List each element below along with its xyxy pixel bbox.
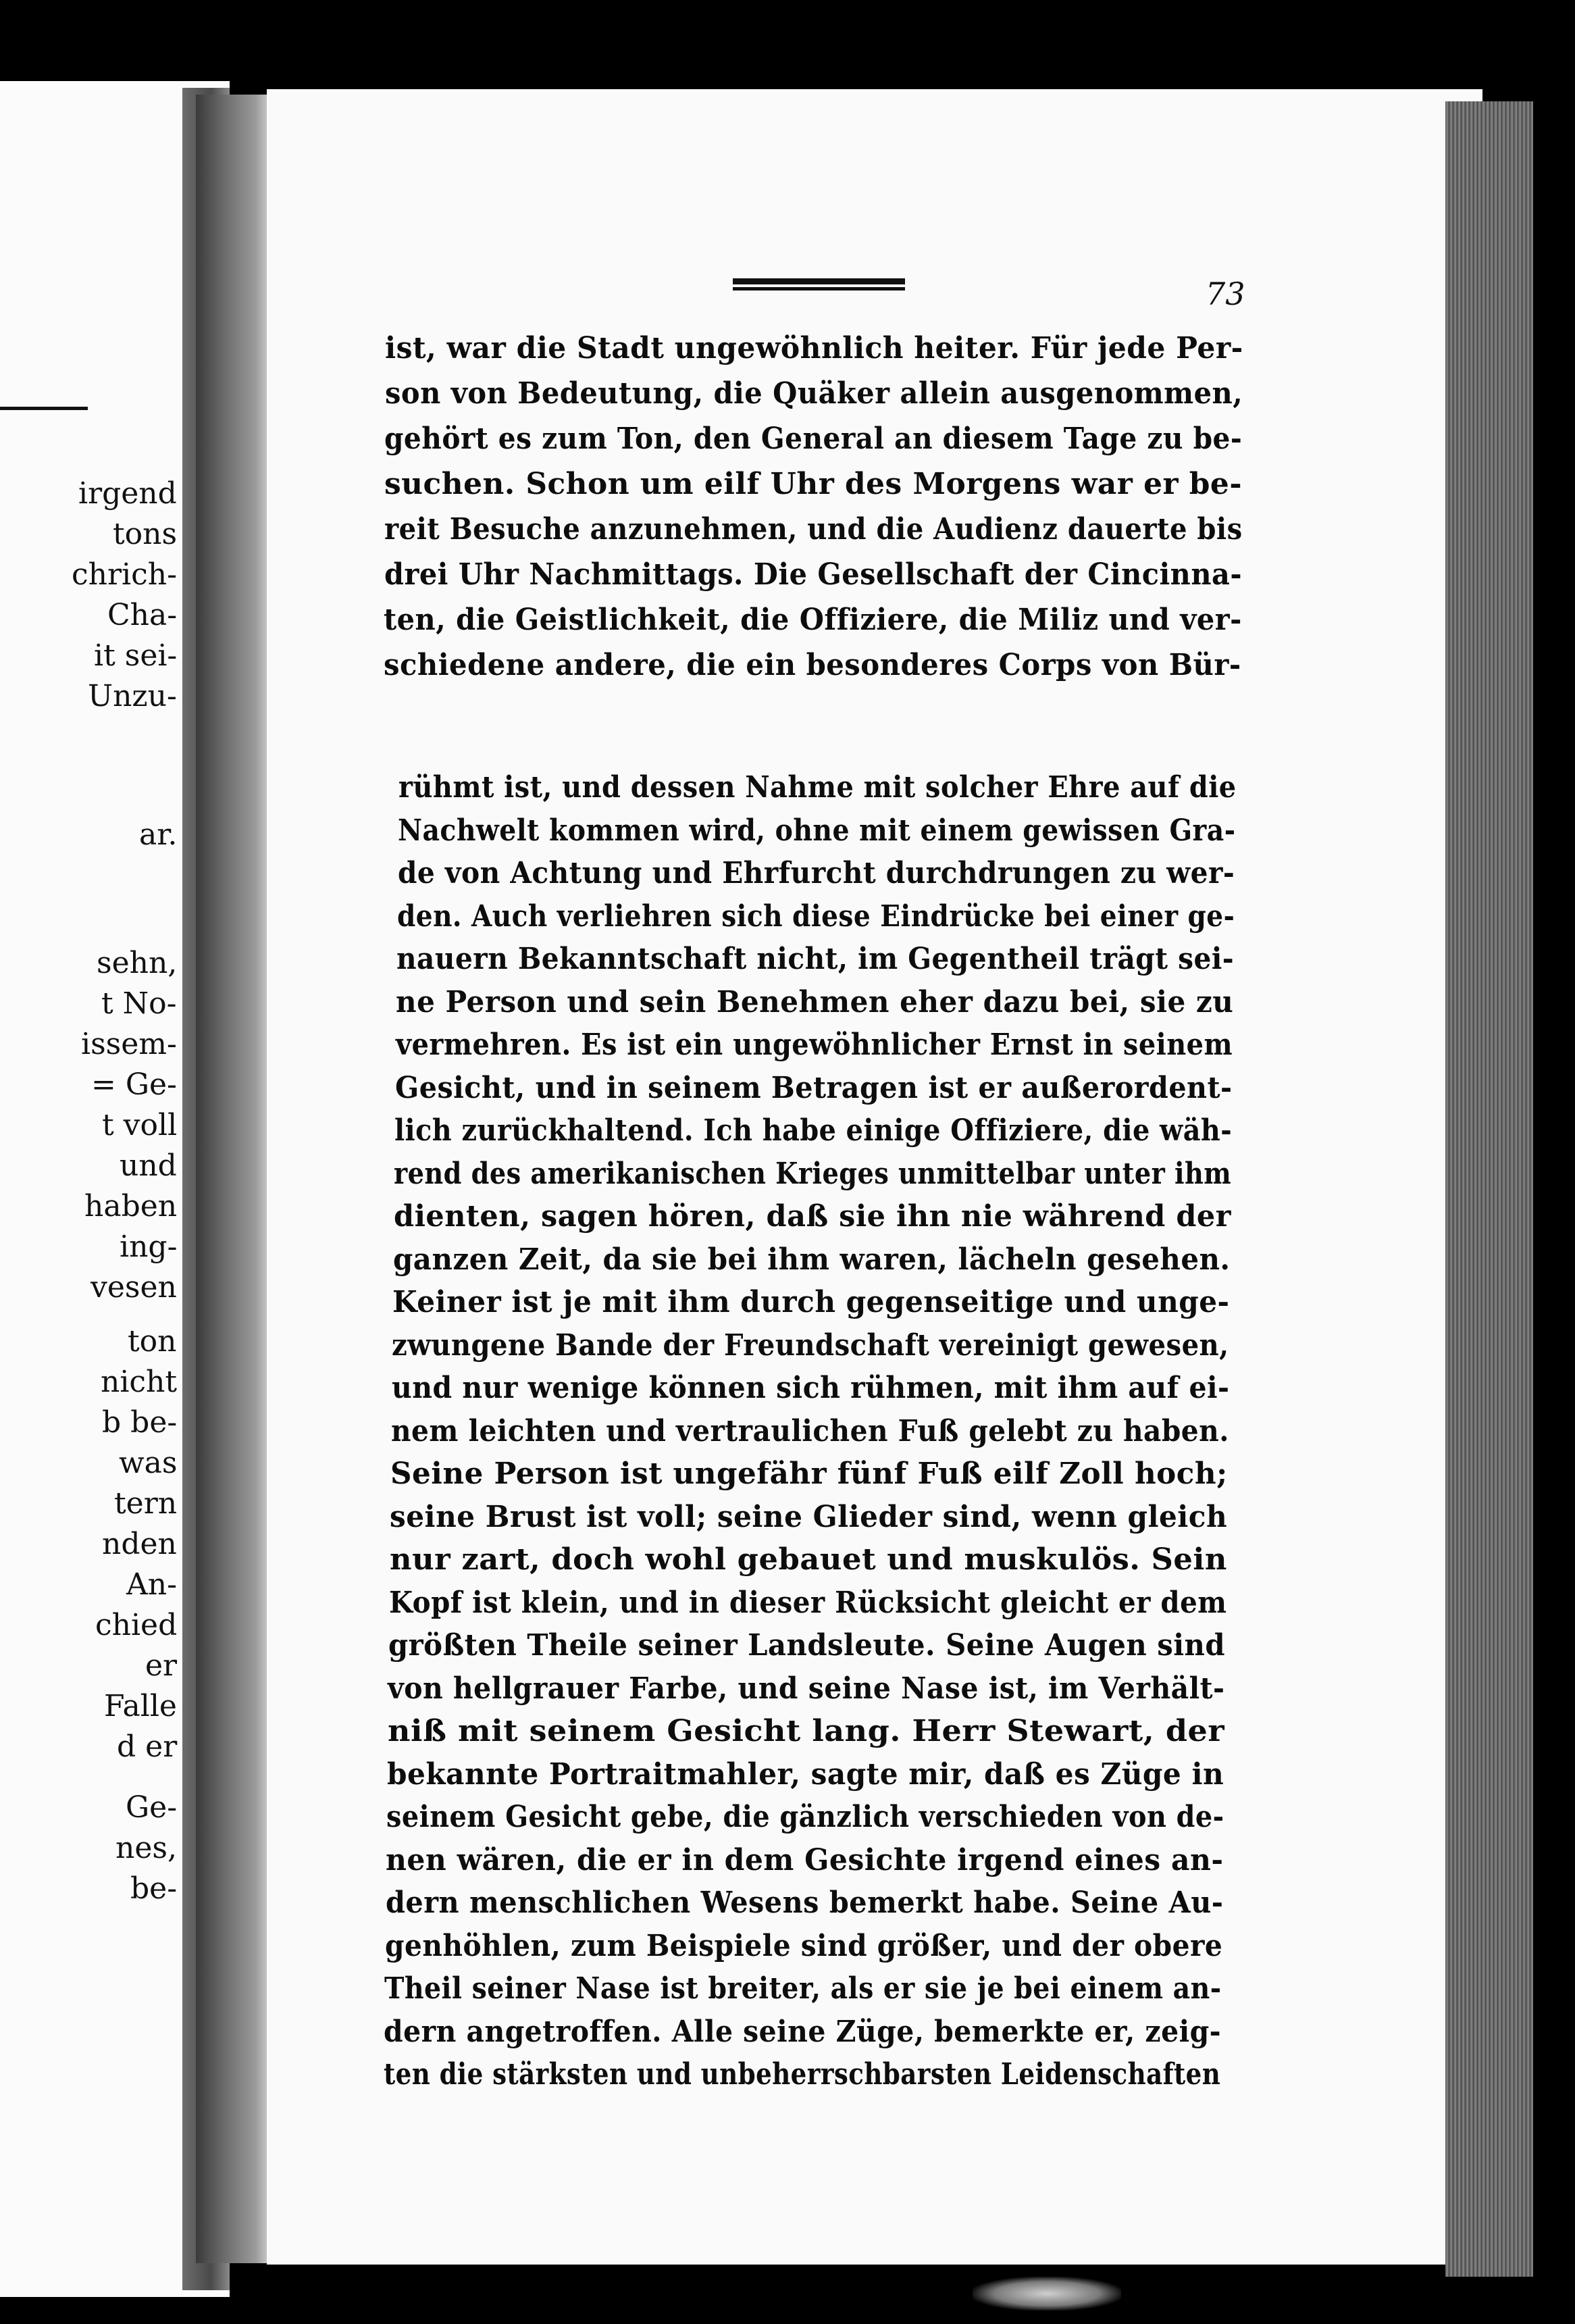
text-line: Theil seiner Nase ist breiter, als er sie je bei einem an-: [384, 1971, 1222, 2006]
left-page-text-fragment: was: [119, 1446, 178, 1480]
left-page-text-fragment: Ge-: [126, 1790, 178, 1825]
text-line: ne Person und sein Benehmen eher dazu bei, sie zu: [396, 984, 1234, 1019]
text-line: von hellgrauer Farbe, und seine Nase ist, im Verhält-: [388, 1671, 1225, 1706]
text-line: dern menschlichen Wesens bemerkt habe. Seine Au-: [386, 1886, 1224, 1920]
left-page-text-fragment: er: [145, 1648, 178, 1683]
left-page-text-fragment: t voll: [102, 1108, 178, 1142]
left-page-text-fragment: chied: [95, 1608, 178, 1642]
left-page-text-fragment: ing-: [120, 1230, 178, 1264]
left-page-text-fragment: haben: [84, 1189, 178, 1223]
text-line: de von Achtung und Ehrfurcht durchdrungen zu wer-: [398, 856, 1235, 890]
left-page-text-fragment: Unzu-: [88, 679, 177, 713]
left-page-text-fragment: vesen: [91, 1270, 177, 1305]
left-page-text-fragment: issem-: [81, 1027, 177, 1061]
text-line: vermehren. Es ist ein ungewöhnlicher Ernst in seinem: [396, 1028, 1233, 1062]
text-line: zwungene Bande der Freundschaft vereinigt gewesen,: [392, 1328, 1229, 1363]
text-line: Kopf ist klein, und in dieser Rücksicht gleicht er dem: [389, 1585, 1227, 1620]
text-line: ganzen Zeit, da sie bei ihm waren, lächeln gesehen.: [393, 1242, 1231, 1277]
text-line: dienten, sagen hören, daß sie ihn nie während der: [394, 1199, 1231, 1234]
text-line: nen wären, die er in dem Gesichte irgend eines an-: [386, 1842, 1224, 1877]
text-line: ten, die Geistlichkeit, die Offiziere, die Miliz und ver-: [384, 603, 1242, 637]
text-line: ist, war die Stadt ungewöhnlich heiter. Für jede Per-: [385, 331, 1243, 365]
left-page-text-fragment: ton: [128, 1324, 177, 1359]
text-line: nur zart, doch wohl gebauet und muskulös. Sein: [390, 1542, 1227, 1577]
text-line: niß mit seinem Gesicht lang. Herr Stewart, der: [388, 1714, 1225, 1748]
left-page-text-fragment: Falle: [104, 1689, 177, 1723]
text-line: genhöhlen, zum Beispiele sind größer, und der obere: [385, 1928, 1223, 1963]
text-line: drei Uhr Nachmittags. Die Gesellschaft der Cincinna-: [384, 557, 1243, 592]
left-page-text-fragment: be-: [130, 1871, 178, 1906]
text-line: Keiner ist je mit ihm durch gegenseitige und unge-: [392, 1285, 1230, 1319]
text-line: größten Theile seiner Landsleute. Seine Augen sind: [388, 1628, 1226, 1663]
left-page-text-fragment: tons: [113, 517, 178, 551]
left-page-text-fragment: ar.: [139, 817, 178, 852]
text-line: nauern Bekanntschaft nicht, im Gegentheil trägt sei-: [396, 942, 1235, 976]
left-page-text-fragment: und: [120, 1148, 177, 1183]
left-page-text-fragment: tern: [114, 1486, 178, 1521]
book-gutter: [196, 95, 270, 2263]
text-line: rend des amerikanischen Krieges unmittelbar unter ihm: [394, 1156, 1232, 1191]
left-page-text-fragment: d er: [117, 1729, 178, 1764]
text-line: Gesicht, und in seinem Betragen ist er außerordent-: [395, 1070, 1233, 1105]
text-line: den. Auch verliehren sich diese Eindrücke bei einer ge-: [397, 899, 1235, 934]
left-page-text-fragment: t No-: [101, 986, 177, 1021]
text-line: bekannte Portraitmahler, sagte mir, daß es Züge in: [387, 1757, 1224, 1792]
text-line: und nur wenige können sich rühmen, mit ihm auf ei-: [392, 1371, 1230, 1405]
text-line: rühmt ist, und dessen Nahme mit solcher Ehre auf die: [398, 770, 1237, 805]
text-line: Seine Person ist ungefähr fünf Fuß eilf Zoll hoch;: [390, 1457, 1228, 1491]
left-page-text-fragment: chrich-: [72, 557, 177, 592]
left-page-text-fragment: irgend: [78, 476, 177, 511]
text-line: nem leichten und vertraulichen Fuß gelebt zu haben.: [391, 1413, 1229, 1448]
text-line: son von Bedeutung, die Quäker allein ausgenommen,: [385, 376, 1243, 411]
left-page-text-fragment: = Ge-: [91, 1067, 177, 1102]
left-page-text-fragment: b be-: [102, 1405, 178, 1440]
page-edges: [1445, 101, 1533, 2277]
left-page-text-fragment: it sei-: [94, 638, 178, 673]
text-line: gehört es zum Ton, den General an diesem Tage zu be-: [384, 422, 1243, 456]
left-page-text-fragment: nden: [102, 1527, 177, 1561]
library-stamp-smudge: [973, 2277, 1121, 2310]
text-line: lich zurückhaltend. Ich habe einige Offiziere, die wäh-: [394, 1113, 1233, 1148]
left-page-text-fragment: nicht: [101, 1365, 178, 1399]
text-line: seinem Gesicht gebe, die gänzlich verschieden von de-: [386, 1800, 1224, 1834]
left-page-text-fragment: An-: [126, 1567, 177, 1602]
text-line: schiedene andere, die ein besonderes Corps von Bür-: [384, 648, 1241, 682]
header-ornament: [733, 278, 905, 293]
left-page-text-fragment: sehn,: [97, 946, 178, 980]
left-page-text-fragment: nes,: [115, 1831, 177, 1865]
text-line: dern angetroffen. Alle seine Züge, bemerkte er, zeig-: [384, 2014, 1222, 2049]
text-line: reit Besuche anzunehmen, und die Audienz dauerte bis: [384, 512, 1243, 547]
text-line: Nachwelt kommen wird, ohne mit einem gewissen Gra-: [398, 813, 1236, 848]
left-page-text-fragment: Cha-: [107, 598, 178, 632]
text-line: seine Brust ist voll; seine Glieder sind, wenn gleich: [390, 1499, 1228, 1534]
text-line: ten die stärksten und unbeherrschbarsten Leidenschaften: [384, 2057, 1221, 2092]
page-number: 73: [1206, 276, 1245, 312]
text-line: suchen. Schon um eilf Uhr des Morgens war er be-: [384, 467, 1243, 501]
